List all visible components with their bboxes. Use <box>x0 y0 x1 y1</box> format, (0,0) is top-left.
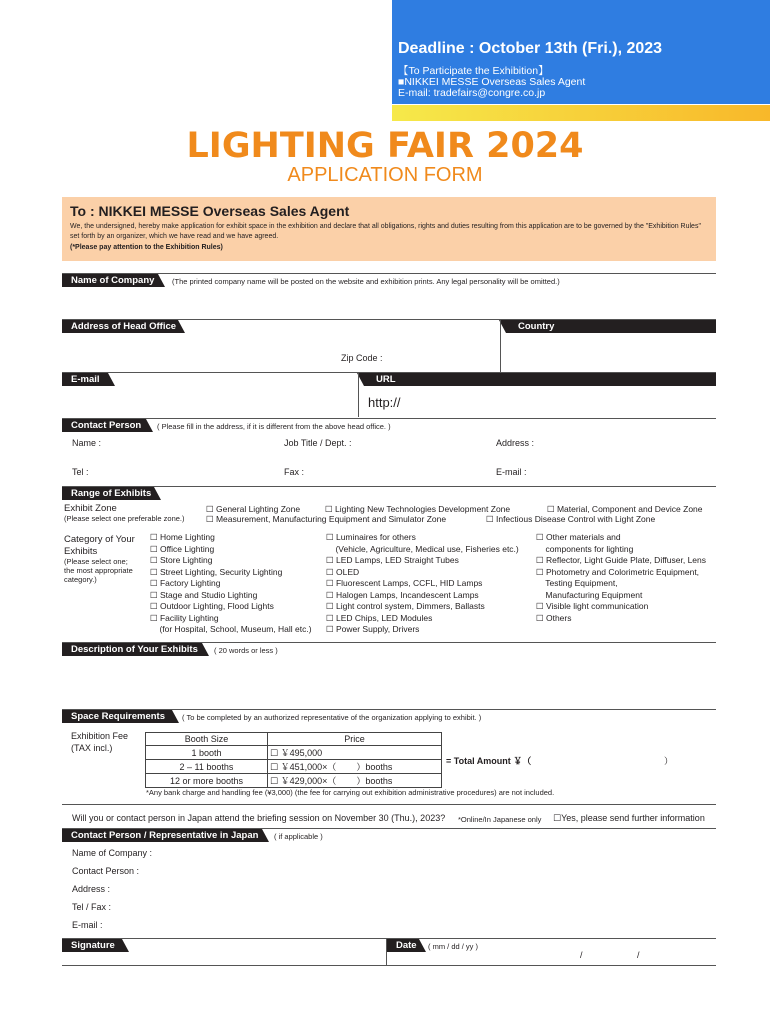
category-note-1: (Please select one; <box>64 557 128 566</box>
zone-new-tech[interactable]: ☐ Lighting New Technologies Development Zone <box>325 504 511 514</box>
category-option[interactable]: ☐ Store Lighting <box>150 555 213 565</box>
japan-email-label: E-mail : <box>72 920 103 930</box>
fee-row: 1 booth ☐ ￥495,000 <box>146 746 442 760</box>
category-option[interactable]: ☐ Visible light communication <box>536 601 649 611</box>
space-tag: Space Requirements <box>62 710 172 723</box>
zone-general[interactable]: ☐ General Lighting Zone <box>206 504 301 514</box>
category-option[interactable]: ☐ Halogen Lamps, Incandescent Lamps <box>326 589 479 600</box>
category-option[interactable]: ☐ Luminaires for others <box>326 532 416 542</box>
fee-header-price: Price <box>268 733 442 746</box>
category-option[interactable]: ☐ Street Lighting, Security Lighting <box>150 566 283 577</box>
category-option[interactable]: ☐ Facility Lighting <box>150 612 219 623</box>
category-option[interactable]: ☐ Outdoor Lighting, Flood Lights <box>150 601 274 611</box>
date-note: ( mm / dd / yy ) <box>428 942 479 951</box>
fee-row: 12 or more booths ☐ ￥429,000×（ ）booths <box>146 774 442 788</box>
signature-tag: Signature <box>62 939 122 952</box>
deadline-email: E-mail: tradefairs@congre.co.jp <box>398 87 546 99</box>
date-slash-1: / <box>580 950 583 960</box>
contact-note: ( Please fill in the address, if it is different from the above head office. ) <box>157 422 391 431</box>
zone-material[interactable]: ☐ Material, Component and Device Zone <box>547 504 703 514</box>
category-option[interactable]: ☐ LED Chips, LED Modules <box>326 612 433 623</box>
zone-note: (Please select one preferable zone.) <box>64 514 185 523</box>
contact-tel-label: Tel : <box>72 467 89 477</box>
category-option: components for lighting <box>536 543 634 554</box>
fee-row: 2 – 11 booths ☐ ￥451,000×（ ）booths <box>146 760 442 774</box>
zip-code-label: Zip Code : <box>341 353 383 363</box>
category-option: (for Hospital, School, Museum, Hall etc.) <box>150 624 312 634</box>
japan-address-label: Address : <box>72 884 111 894</box>
email-field[interactable] <box>62 387 357 417</box>
category-option[interactable]: ☐ Stage and Studio Lighting <box>150 589 258 600</box>
category-column-2 <box>326 532 519 636</box>
japan-contact-label: Contact Person : <box>72 866 140 876</box>
contact-fax-label: Fax : <box>284 467 305 477</box>
deadline-accent-bar <box>392 105 770 121</box>
date-field[interactable] <box>500 940 716 965</box>
category-note-2: the most appropriate <box>64 566 133 575</box>
total-amount-label: = Total Amount ￥（ <box>446 756 532 766</box>
category-label-1: Category of Your <box>64 534 135 545</box>
url-prefix: http:// <box>368 395 401 410</box>
range-tag: Range of Exhibits <box>62 487 154 500</box>
signature-field[interactable] <box>130 940 384 965</box>
category-note-3: category.) <box>64 575 97 584</box>
category-option[interactable]: ☐ Home Lighting <box>150 532 215 542</box>
space-note: ( To be completed by an authorized representative of the organization applying to exhibit. ) <box>182 713 482 722</box>
address-tag: Address of Head Office <box>62 320 178 333</box>
description-tag: Description of Your Exhibits <box>62 643 202 656</box>
category-option: Testing Equipment, <box>536 578 618 588</box>
category-option[interactable]: ☐ Others <box>536 612 572 623</box>
category-column-1 <box>150 532 312 636</box>
category-option[interactable]: ☐ OLED <box>326 566 360 577</box>
company-tag: Name of Company <box>62 274 158 287</box>
briefing-note: *Online/In Japanese only <box>458 815 542 824</box>
japan-telfax-label: Tel / Fax : <box>72 902 112 912</box>
fee-header-size: Booth Size <box>146 733 268 746</box>
japan-contact-tag: Contact Person / Representative in Japan <box>62 829 262 842</box>
company-field[interactable] <box>62 288 716 318</box>
declaration-title: To : NIKKEI MESSE Overseas Sales Agent <box>70 203 350 219</box>
category-option[interactable]: ☐ Office Lighting <box>150 543 215 554</box>
contact-address-label: Address : <box>496 438 535 448</box>
declaration-text: We, the undersigned, hereby make application for exhibit space in the exhibition and declare that all obligations, rights and duties resulting from this application are to be governed by the "Exhibition Rules" set forth by an organizer, which we have read and we have agreed. <box>70 223 701 240</box>
fee-footnote: *Any bank charge and handling fee (¥3,000) (the fee for carrying out exhibition administrative procedures) are not included. <box>146 788 555 797</box>
fee-label-2: (TAX incl.) <box>71 743 113 753</box>
category-column-3 <box>536 532 706 624</box>
japan-company-label: Name of Company : <box>72 848 153 858</box>
page-subtitle: APPLICATION FORM <box>287 164 483 186</box>
deadline-line-2: ■NIKKEI MESSE Overseas Sales Agent <box>398 76 586 88</box>
description-note: ( 20 words or less ) <box>214 646 278 655</box>
deadline-line-1: 【To Participate the Exhibition】 <box>398 65 549 77</box>
category-option[interactable]: ☐ Reflector, Light Guide Plate, Diffuser, Lens <box>536 555 706 565</box>
category-label-2: Exhibits <box>64 546 98 557</box>
briefing-question: Will you or contact person in Japan attend the briefing session on November 30 (Thu.), 2023? <box>72 813 446 823</box>
category-option: (Vehicle, Agriculture, Medical use, Fisheries etc.) <box>326 543 519 554</box>
contact-email-label: E-mail : <box>496 467 527 477</box>
category-option[interactable]: ☐ Light control system, Dimmers, Ballasts <box>326 601 485 611</box>
total-amount-close: ） <box>664 756 674 766</box>
contact-tag: Contact Person <box>62 419 146 432</box>
country-tag: Country <box>506 320 716 333</box>
category-option[interactable]: ☐ Photometry and Colorimetric Equipment, <box>536 566 700 577</box>
url-field[interactable] <box>410 387 716 417</box>
total-amount-field[interactable] <box>560 752 660 766</box>
fee-label-1: Exhibition Fee <box>71 731 129 741</box>
declaration-note: (*Please pay attention to the Exhibition Rules) <box>70 244 223 251</box>
category-option[interactable]: ☐ Other materials and <box>536 532 621 542</box>
category-option[interactable]: ☐ LED Lamps, LED Straight Tubes <box>326 555 459 565</box>
address-field[interactable] <box>62 334 499 372</box>
page-title: LIGHTING FAIR 2024 <box>186 126 584 166</box>
company-note: (The printed company name will be posted on the website and exhibition prints. Any legal personality will be omitted.) <box>172 277 560 286</box>
email-tag: E-mail <box>62 373 108 386</box>
deadline-title: Deadline : October 13th (Fri.), 2023 <box>398 40 663 57</box>
category-option[interactable]: ☐ Fluorescent Lamps, CCFL, HID Lamps <box>326 578 483 588</box>
category-option[interactable]: ☐ Power Supply, Drivers <box>326 624 420 634</box>
category-option: Manufacturing Equipment <box>536 589 643 600</box>
japan-contact-note: ( if applicable ) <box>274 832 323 841</box>
contact-name-label: Name : <box>72 438 102 448</box>
zone-measurement[interactable]: ☐ Measurement, Manufacturing Equipment and Simulator Zone <box>206 514 447 524</box>
briefing-yes-checkbox[interactable]: ☐Yes, please send further information <box>553 813 705 823</box>
zone-infectious[interactable]: ☐ Infectious Disease Control with Light Zone <box>486 514 656 524</box>
date-tag: Date <box>387 939 419 952</box>
country-field[interactable] <box>502 334 716 372</box>
fee-table <box>145 732 442 788</box>
date-slash-2: / <box>637 950 640 960</box>
zone-label: Exhibit Zone <box>64 503 117 514</box>
contact-job-label: Job Title / Dept. : <box>284 438 352 448</box>
category-option[interactable]: ☐ Factory Lighting <box>150 578 221 588</box>
description-field[interactable] <box>62 658 716 708</box>
url-tag: URL <box>364 373 716 386</box>
